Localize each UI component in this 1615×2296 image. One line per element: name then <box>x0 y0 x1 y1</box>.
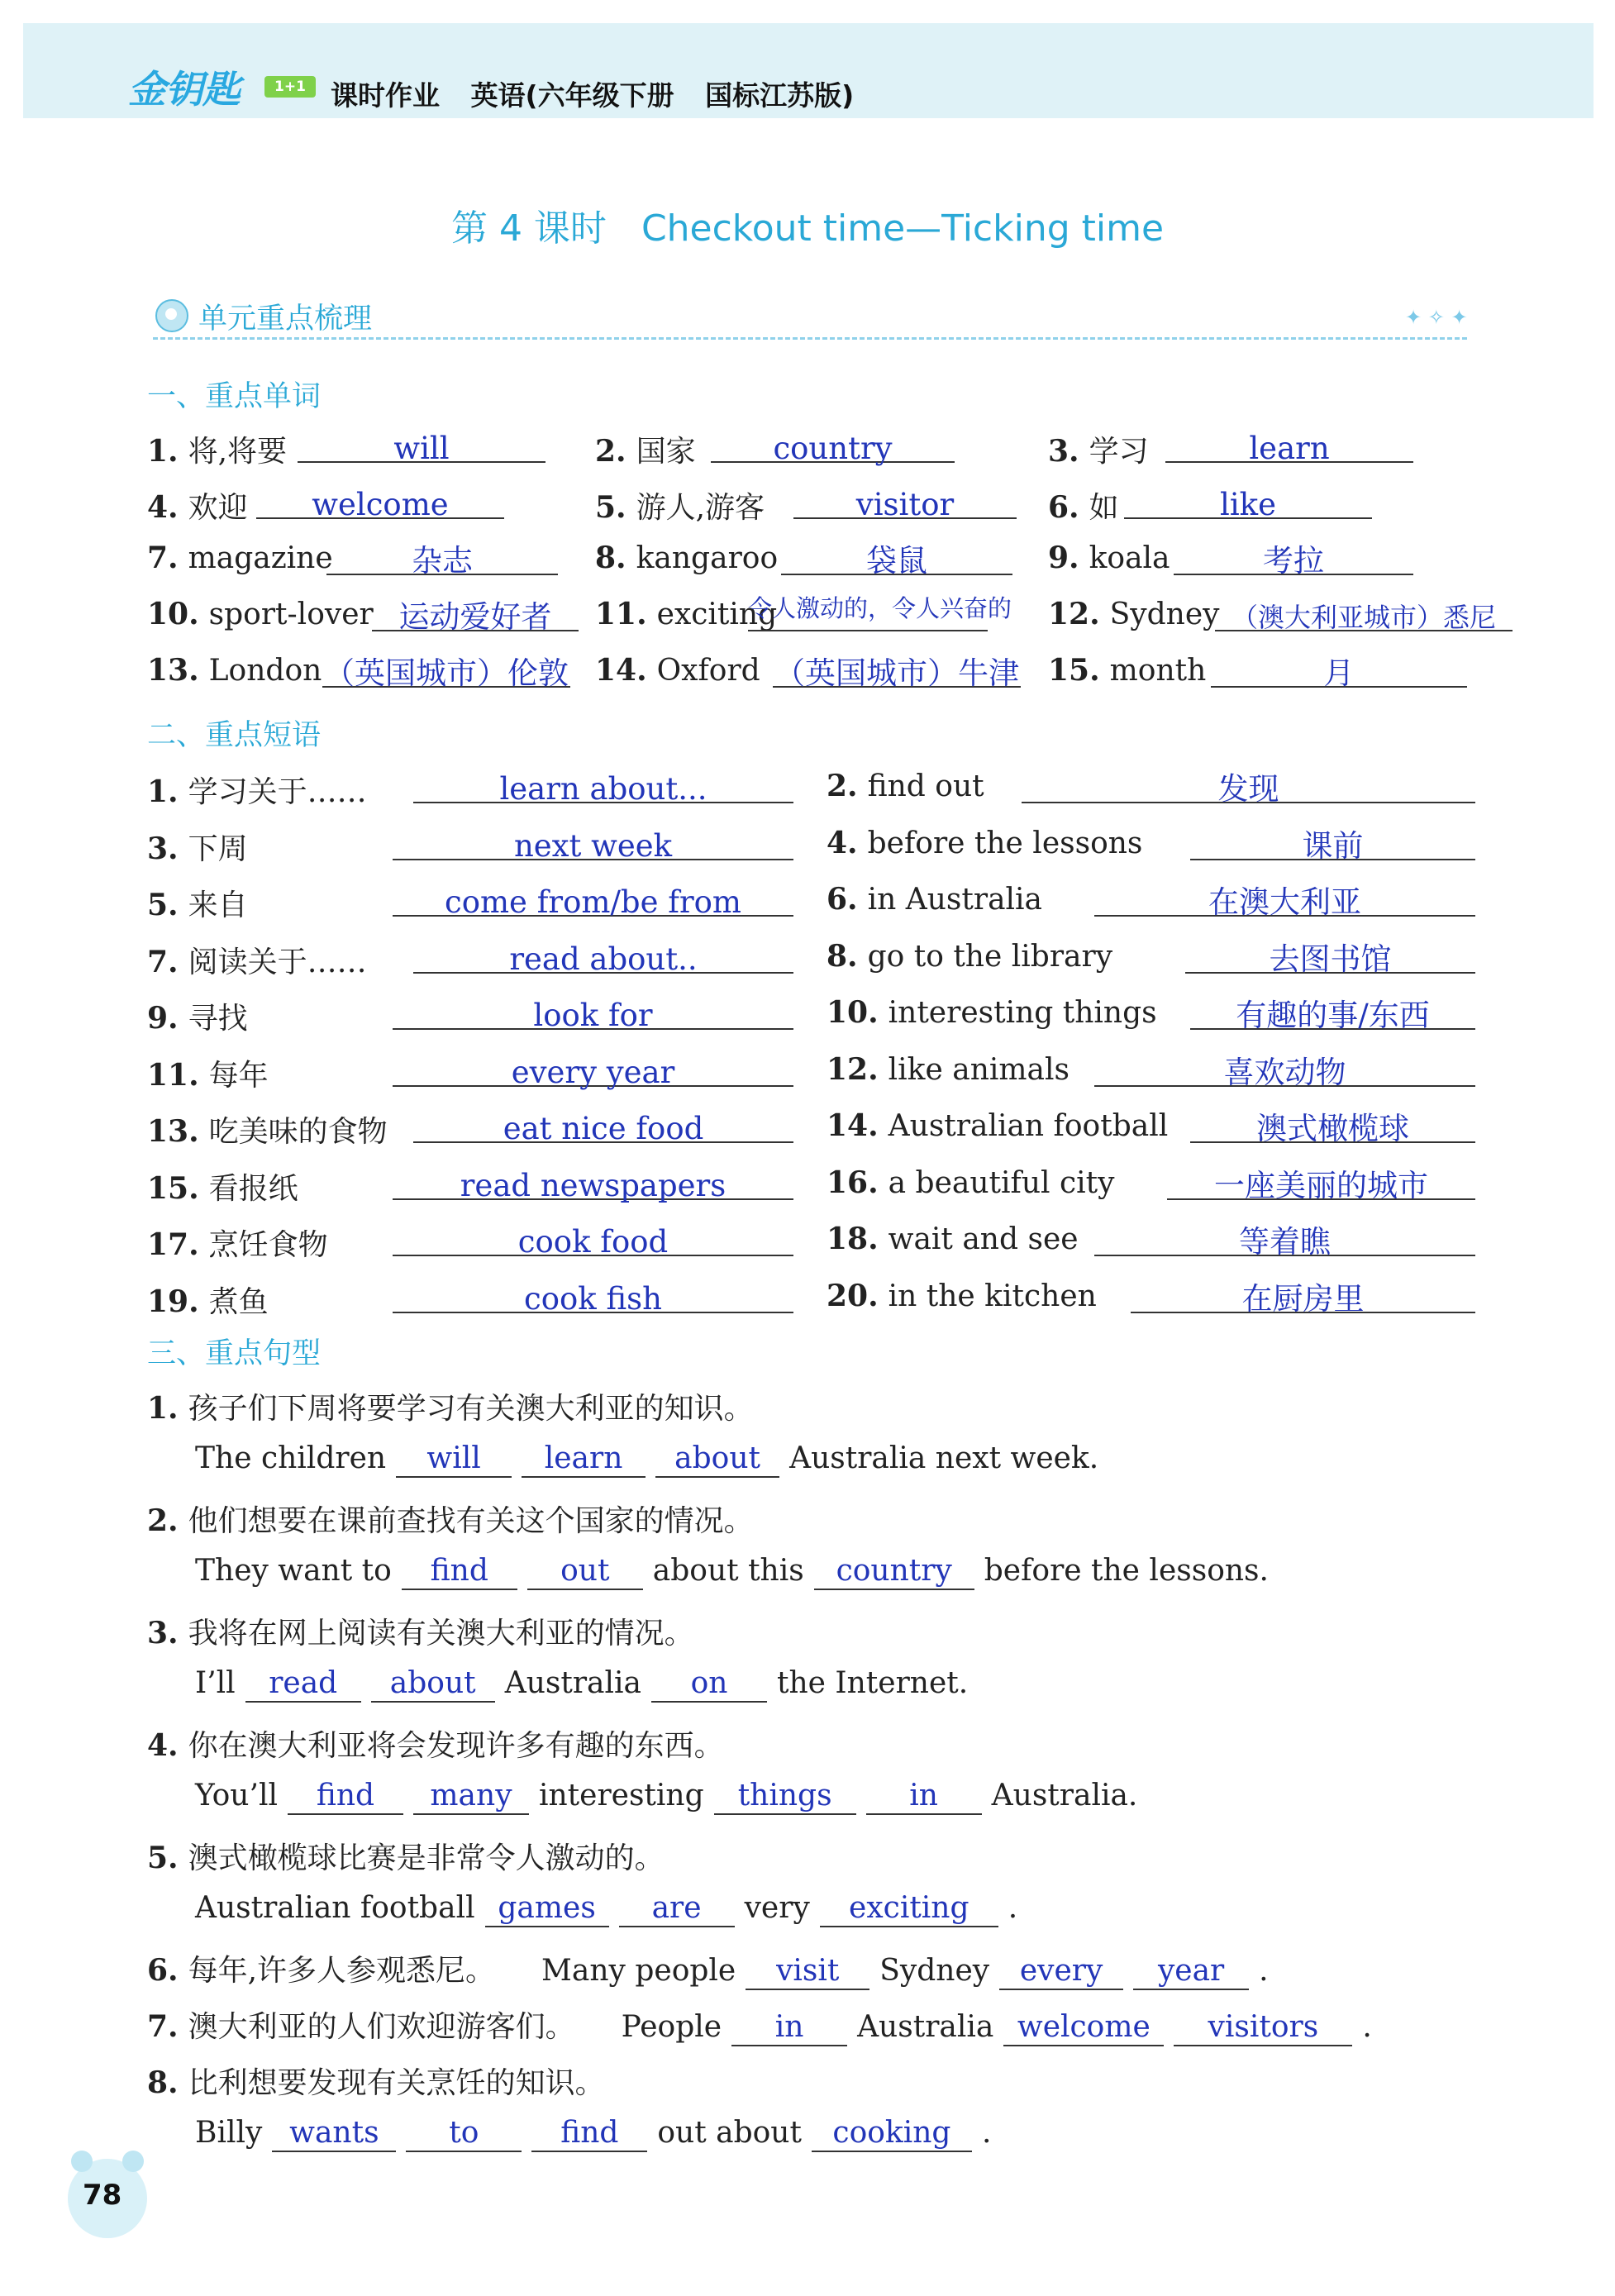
answer-blank[interactable]: games <box>485 1891 609 1927</box>
prompt-text: 寻找 <box>188 1002 248 1036</box>
english-sentence <box>190 1779 1142 1815</box>
sentence-chinese <box>147 2060 605 2102</box>
answer-blank[interactable]: 一座美丽的城市 <box>1167 1160 1475 1200</box>
answer-blank[interactable]: look for <box>393 990 793 1030</box>
lesson-name: Checkout time—Ticking time <box>641 207 1165 250</box>
prompt-text: 烹饪食物 <box>208 1228 328 1262</box>
answer-blank[interactable]: things <box>714 1779 856 1815</box>
word-prompt <box>1048 428 1149 470</box>
phrase-prompt <box>827 1108 1168 1143</box>
item-number: 3. <box>147 1616 179 1651</box>
sentence-text: They want to <box>195 1554 392 1588</box>
phrase-prompt <box>827 1222 1079 1256</box>
sentence-chinese <box>147 1610 694 1652</box>
prompt-text: 将,将要 <box>188 435 288 469</box>
phrase-prompt <box>827 995 1157 1030</box>
item-number: 7. <box>147 541 179 575</box>
answer-blank[interactable]: read <box>245 1666 361 1703</box>
sentence-text: the Internet. <box>777 1666 969 1700</box>
sentence-text: . <box>1362 2010 1372 2044</box>
prompt-text: before the lessons <box>867 826 1143 860</box>
item-number: 13. <box>147 653 199 688</box>
prompt-text: kangaroo <box>636 541 779 575</box>
english-sentence <box>190 1554 1274 1590</box>
item-number: 5. <box>595 490 626 525</box>
item-number: 12. <box>1048 597 1100 631</box>
phrase-prompt <box>147 1108 388 1150</box>
prompt-text: koala <box>1089 541 1170 575</box>
answer-blank[interactable]: welcome <box>256 479 504 519</box>
item-number: 15. <box>147 1170 199 1206</box>
phrase-prompt <box>147 939 367 981</box>
item-number: 3. <box>147 831 179 866</box>
sentence-text: out about <box>657 2116 802 2150</box>
item-number: 16. <box>827 1165 879 1200</box>
book-name: 课时作业 <box>331 79 440 112</box>
sentence-text: Billy <box>195 2116 263 2150</box>
sentence-text: You’ll <box>195 1779 278 1813</box>
item-number: 1. <box>147 1391 179 1426</box>
answer-blank[interactable]: learn <box>522 1441 646 1478</box>
sentence-text: Australian football <box>195 1891 475 1925</box>
sentence-text: very <box>744 1891 810 1925</box>
prompt-text: 欢迎 <box>188 491 248 525</box>
english-sentence <box>617 2010 1377 2044</box>
prompt-text: find out <box>867 769 984 803</box>
item-number: 6. <box>827 882 858 917</box>
answer-blank[interactable]: welcome <box>1003 2010 1164 2046</box>
word-prompt <box>1048 597 1220 631</box>
phrase-prompt <box>147 1165 298 1208</box>
item-number: 18. <box>827 1222 879 1256</box>
answer-blank[interactable]: find <box>288 1779 403 1815</box>
unit-heading-icon <box>155 299 188 332</box>
word-prompt <box>147 541 333 575</box>
answer-blank[interactable]: 课前 <box>1190 821 1475 860</box>
item-number: 4. <box>147 490 179 525</box>
answer-blank[interactable]: 考拉 <box>1174 536 1413 575</box>
word-prompt <box>1048 541 1170 575</box>
english-sentence <box>190 2116 996 2152</box>
sentence-text: Australia <box>504 1666 641 1700</box>
english-sentence <box>190 1666 973 1703</box>
answer-blank[interactable]: （英国城市）牛津 <box>773 648 1021 688</box>
sentence-text: Australia next week. <box>789 1441 1099 1475</box>
answer-blank[interactable]: 澳式橄榄球 <box>1190 1103 1475 1143</box>
sentence-chinese <box>147 1498 754 1540</box>
brand-logo: 金钥匙 <box>128 67 240 112</box>
prompt-text: go to the library <box>867 939 1113 974</box>
answer-blank[interactable]: on <box>651 1666 767 1703</box>
sentence-text: before the lessons. <box>984 1554 1269 1588</box>
item-number: 7. <box>147 2009 179 2044</box>
book-info <box>331 74 875 113</box>
sentence-text: . <box>1008 1891 1018 1925</box>
word-prompt <box>147 428 287 470</box>
answer-blank[interactable]: read about.. <box>413 934 793 974</box>
prompt-text: London <box>208 654 322 688</box>
prompt-text: in Australia <box>867 883 1043 917</box>
word-prompt <box>1048 653 1206 688</box>
answer-blank[interactable]: 月 <box>1211 648 1467 688</box>
item-number: 19. <box>147 1284 199 1319</box>
answer-blank[interactable]: out <box>527 1554 643 1590</box>
word-prompt <box>595 428 696 470</box>
sentence-text: . <box>1259 1954 1269 1988</box>
answer-blank[interactable]: 杂志 <box>326 536 558 575</box>
phrase-prompt <box>147 995 248 1037</box>
answer-blank[interactable]: about <box>371 1666 495 1703</box>
sentence-text: Many people <box>541 1954 736 1988</box>
item-number: 17. <box>147 1227 199 1262</box>
answer-blank[interactable]: 等着瞧 <box>1094 1217 1475 1256</box>
prompt-text: 看报纸 <box>208 1171 298 1206</box>
answer-blank[interactable]: find <box>402 1554 517 1590</box>
sentence-text: Australia. <box>991 1779 1138 1813</box>
sentence-chinese <box>147 2003 1377 2046</box>
prompt-text: 如 <box>1089 491 1119 525</box>
word-prompt <box>1048 484 1119 526</box>
answer-blank[interactable]: next week <box>393 821 793 860</box>
answer-blank[interactable]: many <box>413 1779 529 1815</box>
phrase-prompt <box>827 882 1042 917</box>
answer-blank[interactable]: wants <box>272 2116 396 2152</box>
phrase-prompt <box>827 939 1112 974</box>
prompt-text: interesting things <box>888 996 1157 1030</box>
prompt-text: 国家 <box>636 435 696 469</box>
prompt-text: Sydney <box>1109 598 1220 631</box>
sentence-chinese <box>147 1385 754 1427</box>
sparkle-icon: ✦ ✧ ✦ <box>1405 306 1468 329</box>
item-number: 10. <box>147 597 199 631</box>
answer-blank[interactable]: 令人激动的，令人兴奋的 <box>748 592 988 631</box>
item-number: 10. <box>827 995 879 1030</box>
answer-blank[interactable]: visitors <box>1174 2010 1352 2046</box>
answer-blank[interactable]: are <box>619 1891 735 1927</box>
phrase-prompt <box>827 826 1142 860</box>
word-prompt <box>147 484 248 526</box>
prompt-text: Oxford <box>656 654 760 688</box>
chinese-text: 每年,许多人参观悉尼。 <box>188 1954 496 1988</box>
answer-blank[interactable]: （澳大利亚城市）悉尼 <box>1215 592 1513 631</box>
chinese-text: 比利想要发现有关烹饪的知识。 <box>188 2066 605 2100</box>
sentence-chinese <box>147 1722 724 1765</box>
sentence-text: interesting <box>538 1779 704 1813</box>
word-prompt <box>595 541 778 575</box>
sentence-text: . <box>981 2116 992 2150</box>
prompt-text: month <box>1109 654 1207 688</box>
prompt-text: magazine <box>188 541 333 575</box>
item-number: 9. <box>1048 541 1079 575</box>
sentence-chinese <box>147 1947 1274 1990</box>
phrase-prompt <box>827 1279 1097 1313</box>
prompt-text: 游人,游客 <box>636 491 765 525</box>
answer-blank[interactable]: year <box>1133 1954 1249 1990</box>
item-number: 2. <box>827 769 858 803</box>
item-number: 4. <box>827 825 858 860</box>
phrase-prompt <box>147 1222 328 1264</box>
lesson-number: 第 4 课时 <box>450 207 607 250</box>
phrase-prompt <box>147 769 367 811</box>
chinese-text: 你在澳大利亚将会发现许多有趣的东西。 <box>188 1729 724 1763</box>
answer-blank[interactable]: visit <box>746 1954 869 1990</box>
answer-blank[interactable]: visitor <box>793 479 1017 519</box>
item-number: 14. <box>827 1108 879 1143</box>
item-number: 5. <box>147 1841 179 1875</box>
item-number: 15. <box>1048 653 1100 688</box>
answer-blank[interactable]: 喜欢动物 <box>1094 1047 1475 1087</box>
phrase-prompt <box>827 1052 1070 1087</box>
sentence-text: The children <box>195 1441 387 1475</box>
answer-blank[interactable]: learn <box>1165 423 1413 463</box>
item-number: 12. <box>827 1051 879 1087</box>
sentence-text: I’ll <box>195 1666 236 1700</box>
answer-blank[interactable]: exciting <box>820 1891 998 1927</box>
answer-blank[interactable]: eat nice food <box>413 1103 793 1143</box>
item-number: 8. <box>595 541 626 575</box>
answer-blank[interactable]: （英国城市）伦敦 <box>322 648 570 688</box>
prompt-text: wait and see <box>888 1222 1079 1256</box>
item-number: 8. <box>147 2065 179 2100</box>
prompt-text: 来自 <box>188 888 248 922</box>
prompt-text: a beautiful city <box>888 1165 1115 1200</box>
answer-blank[interactable]: will <box>396 1441 512 1478</box>
answer-blank[interactable]: read newspapers <box>393 1160 793 1200</box>
sentence-text: People <box>621 2010 722 2044</box>
answer-blank[interactable]: will <box>298 423 545 463</box>
prompt-text: 煮鱼 <box>208 1284 269 1319</box>
answer-blank[interactable]: 发现 <box>1022 764 1475 803</box>
item-number: 9. <box>147 1001 179 1036</box>
english-sentence <box>536 1954 1274 1988</box>
subject-label: 英语(六年级下册 <box>470 79 674 112</box>
english-sentence <box>190 1441 1103 1478</box>
words-section-title: 一、重点单词 <box>147 380 322 413</box>
chinese-text: 澳大利亚的人们欢迎游客们。 <box>188 2010 575 2044</box>
english-sentence <box>190 1891 1022 1927</box>
edition-label: 国标江苏版) <box>705 79 855 112</box>
answer-blank[interactable]: every year <box>393 1047 793 1087</box>
prompt-text: exciting <box>656 598 778 631</box>
sentence-text: Australia <box>857 2010 994 2044</box>
phrase-prompt <box>147 882 248 924</box>
item-number: 11. <box>595 597 647 631</box>
chinese-text: 他们想要在课前查找有关这个国家的情况。 <box>188 1504 754 1538</box>
word-prompt <box>147 653 322 688</box>
word-prompt <box>595 653 760 688</box>
item-number: 7. <box>147 944 179 979</box>
item-number: 1. <box>147 434 179 469</box>
item-number: 20. <box>827 1278 879 1313</box>
answer-blank[interactable]: country <box>814 1554 974 1590</box>
answer-blank[interactable]: cook fish <box>393 1274 793 1313</box>
answer-blank[interactable]: like <box>1124 479 1372 519</box>
prompt-text: 下周 <box>188 831 248 866</box>
phrase-prompt <box>147 1279 269 1321</box>
word-prompt <box>595 484 765 526</box>
answer-blank[interactable]: 有趣的事/东西 <box>1190 990 1475 1030</box>
sentence-chinese <box>147 1835 665 1877</box>
item-number: 1. <box>147 774 179 809</box>
brand-badge: 1+1 <box>264 76 316 98</box>
unit-divider <box>153 337 1467 340</box>
item-number: 8. <box>827 938 858 974</box>
item-number: 11. <box>147 1057 199 1093</box>
answer-blank[interactable]: cook food <box>393 1217 793 1256</box>
phrase-prompt <box>147 1052 269 1094</box>
answer-blank[interactable]: 在厨房里 <box>1131 1274 1475 1313</box>
answer-blank[interactable]: 在澳大利亚 <box>1094 877 1475 917</box>
chinese-text: 澳式橄榄球比赛是非常令人激动的。 <box>188 1841 665 1875</box>
answer-blank[interactable]: cooking <box>812 2116 972 2152</box>
answer-blank[interactable]: country <box>711 423 955 463</box>
prompt-text: 吃美味的食物 <box>208 1115 388 1149</box>
prompt-text: in the kitchen <box>888 1279 1097 1313</box>
prompt-text: 每年 <box>208 1058 269 1093</box>
phrase-prompt <box>827 769 984 803</box>
answer-blank[interactable]: learn about... <box>413 764 793 803</box>
item-number: 13. <box>147 1114 199 1149</box>
answer-blank[interactable]: 去图书馆 <box>1185 934 1475 974</box>
prompt-text: sport-lover <box>208 598 374 631</box>
prompt-text: 学习 <box>1089 435 1149 469</box>
sentence-text: Sydney <box>879 1954 990 1988</box>
page-number: 78 <box>83 2179 122 2212</box>
prompt-text: 阅读关于…… <box>188 945 367 979</box>
item-number: 5. <box>147 888 179 922</box>
answer-blank[interactable]: 袋鼠 <box>781 536 1012 575</box>
item-number: 3. <box>1048 434 1079 469</box>
sentence-text: about this <box>652 1554 804 1588</box>
answer-blank[interactable]: find <box>531 2116 647 2152</box>
chinese-text: 孩子们下周将要学习有关澳大利亚的知识。 <box>188 1392 754 1426</box>
answer-blank[interactable]: to <box>406 2116 522 2152</box>
answer-blank[interactable]: every <box>999 1954 1123 1990</box>
item-number: 2. <box>147 1503 179 1538</box>
item-number: 2. <box>595 434 626 469</box>
sentences-section-title: 三、重点句型 <box>147 1337 322 1370</box>
item-number: 6. <box>147 1953 179 1988</box>
answer-blank[interactable]: in <box>731 2010 847 2046</box>
item-number: 14. <box>595 653 647 688</box>
prompt-text: like animals <box>888 1052 1070 1087</box>
answer-blank[interactable]: come from/be from <box>393 877 793 917</box>
chinese-text: 我将在网上阅读有关澳大利亚的情况。 <box>188 1617 694 1651</box>
phrase-prompt <box>827 1165 1114 1200</box>
answer-blank[interactable]: in <box>866 1779 982 1815</box>
prompt-text: Australian football <box>888 1109 1169 1143</box>
unit-heading: 单元重点梳理 <box>198 302 373 336</box>
item-number: 4. <box>147 1728 179 1763</box>
word-prompt <box>147 597 374 631</box>
phrases-section-title: 二、重点短语 <box>147 719 322 752</box>
answer-blank[interactable]: about <box>655 1441 779 1478</box>
prompt-text: 学习关于…… <box>188 775 367 809</box>
phrase-prompt <box>147 826 248 868</box>
item-number: 6. <box>1048 490 1079 525</box>
answer-blank[interactable]: 运动爱好者 <box>372 592 579 631</box>
lesson-title <box>0 198 1615 251</box>
